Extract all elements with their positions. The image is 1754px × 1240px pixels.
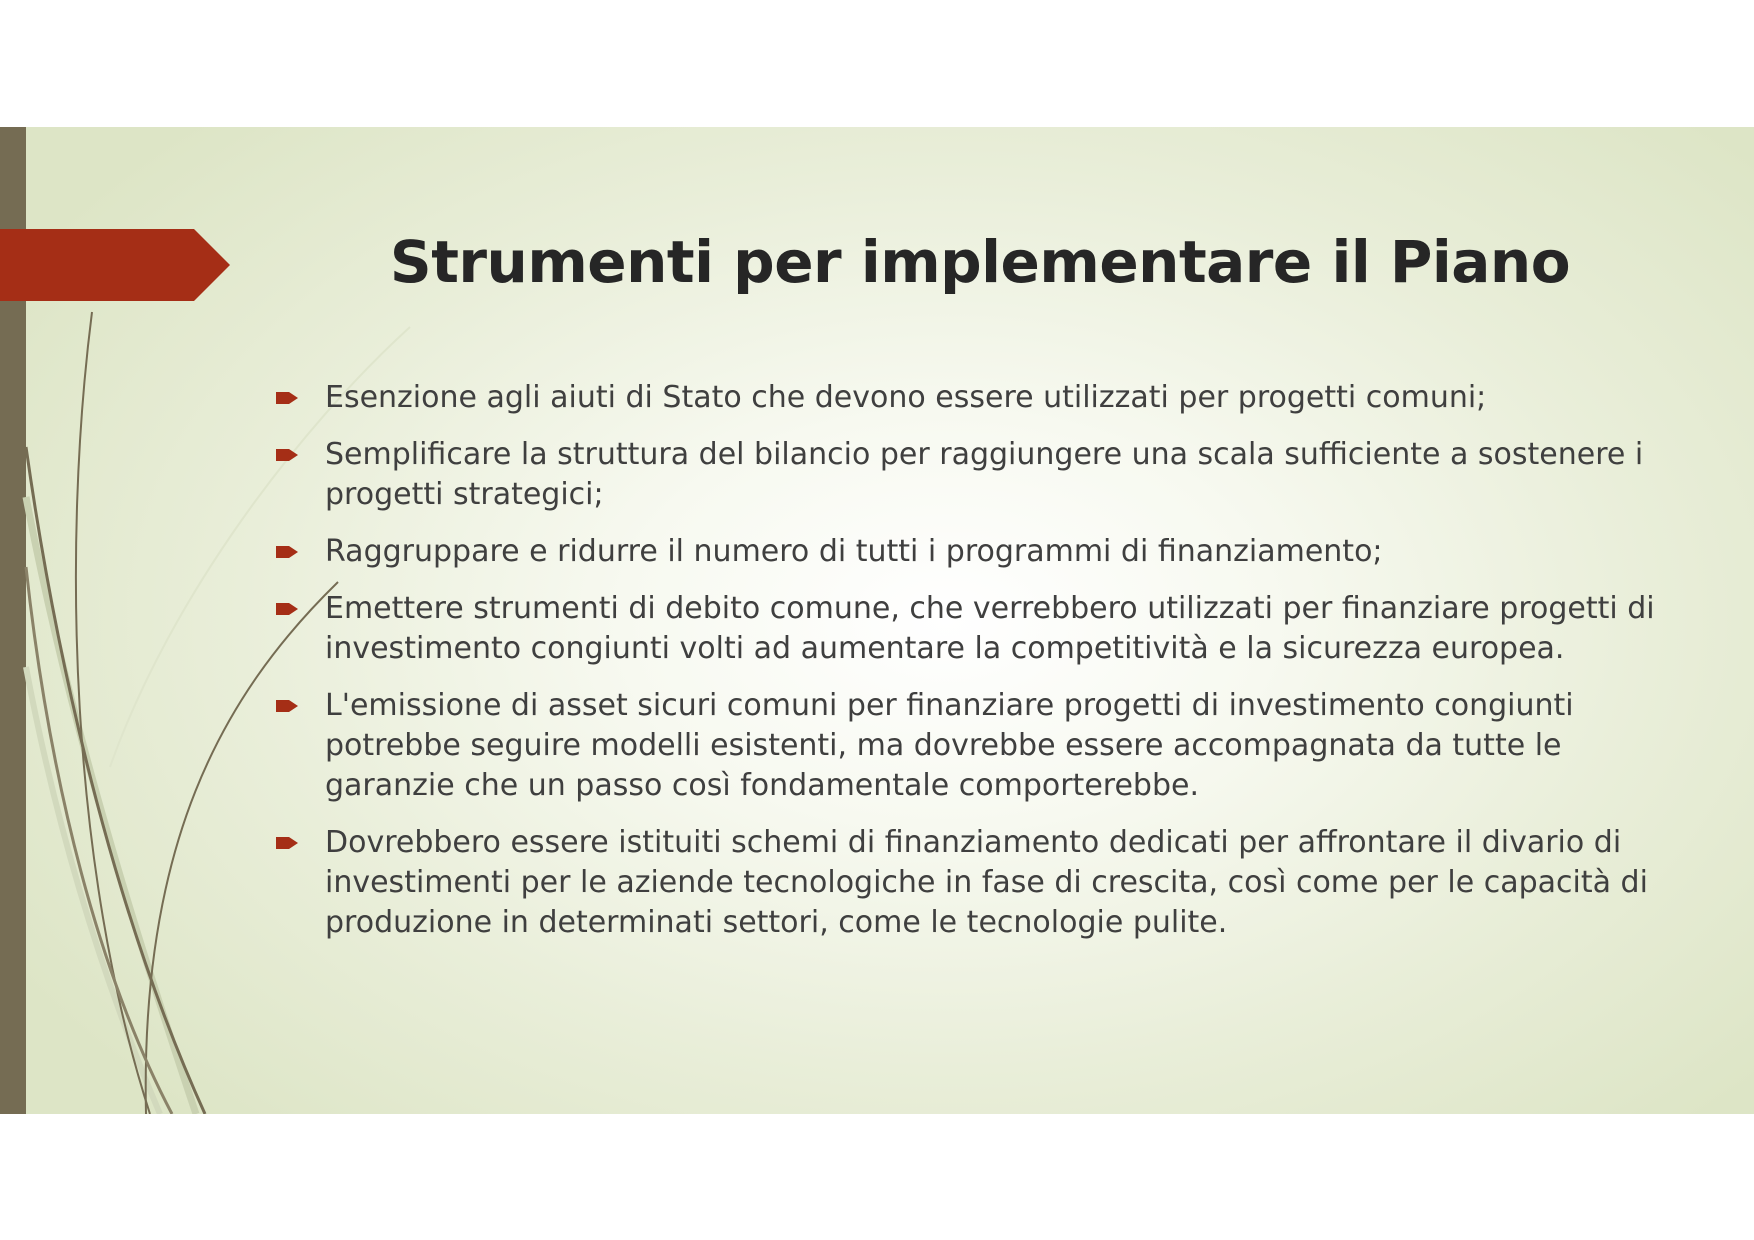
- bullet-item: [275, 686, 1675, 806]
- arrow-bullet-icon: [276, 447, 298, 463]
- bullet-list: [275, 378, 1675, 960]
- bullet-text: Esenzione agli aiuti di Stato che devono essere utilizzati per progetti comuni;: [325, 380, 1487, 415]
- arrow-bullet-icon: [276, 390, 298, 406]
- bullet-text: Raggruppare e ridurre il numero di tutti i programmi di finanziamento;: [325, 534, 1383, 569]
- bullet-item: [275, 435, 1675, 515]
- bullet-item: [275, 378, 1675, 418]
- bullet-text: Semplificare la struttura del bilancio per raggiungere una scala sufficiente a sostenere i progetti strategici;: [325, 437, 1644, 512]
- bullet-text: Dovrebbero essere istituiti schemi di finanziamento dedicati per affrontare il divario di investimenti per le aziende tecnologiche in fase di crescita, così come per le capacità di produzione in determinati settori, come le tecnologie pulite.: [325, 825, 1648, 940]
- bullet-item: [275, 589, 1675, 669]
- arrow-bullet-icon: [276, 835, 298, 851]
- arrow-bullet-icon: [276, 601, 298, 617]
- slide: [0, 127, 1754, 1114]
- title-ribbon-arrow: [0, 229, 230, 301]
- arrow-bullet-icon: [276, 544, 298, 560]
- stem-light-1: [26, 497, 196, 1114]
- bullet-item: [275, 532, 1675, 572]
- bullet-text: Emettere strumenti di debito comune, che verrebbero utilizzati per finanziare progetti di investimento congiunti volti ad aumentare la competitività e la sicurezza europea.: [325, 591, 1655, 666]
- slide-title: Strumenti per implementare il Piano: [389, 228, 1571, 296]
- bullet-item: [275, 823, 1675, 943]
- arrow-bullet-icon: [276, 698, 298, 714]
- stem-dark-4: [26, 567, 172, 1114]
- bullet-text: L'emissione di asset sicuri comuni per finanziare progetti di investimento congiunti potrebbe seguire modelli esistenti, ma dovrebbe essere accompagnata da tutte le garanzie che un passo così fondamentale comporterebbe.: [325, 688, 1574, 803]
